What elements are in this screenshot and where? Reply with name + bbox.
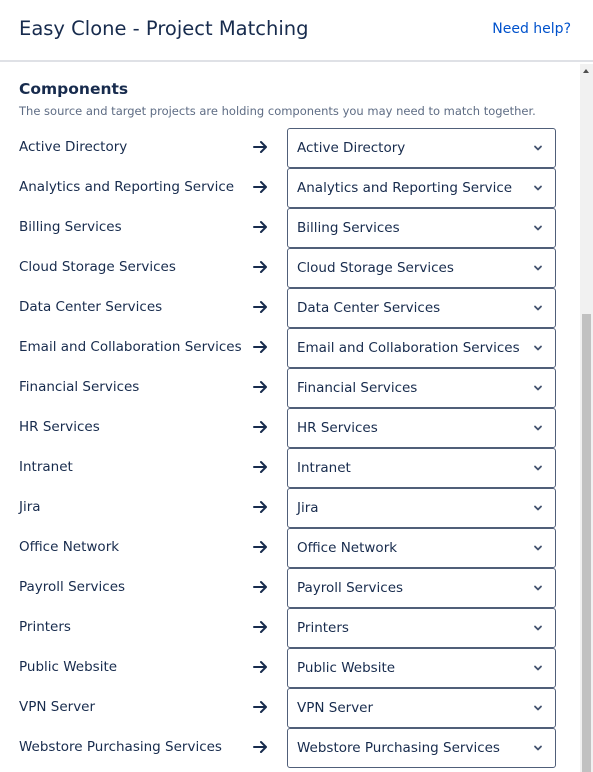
arrow-right-icon [251, 298, 269, 316]
target-component-select[interactable] [287, 248, 556, 288]
target-component-value: Payroll Services [297, 580, 404, 596]
chevron-down-icon [533, 663, 543, 673]
component-match-row [0, 488, 580, 528]
chevron-down-icon [533, 423, 543, 433]
chevron-down-icon [533, 743, 543, 753]
matching-content [0, 64, 580, 772]
arrow-right-icon [251, 658, 269, 676]
target-component-value: Webstore Purchasing Services [297, 740, 500, 756]
section-description: The source and target projects are holding components you may need to match together. [19, 104, 536, 118]
target-component-value: Data Center Services [297, 300, 441, 316]
chevron-down-icon [533, 383, 543, 393]
chevron-down-icon [533, 263, 543, 273]
need-help-link[interactable]: Need help? [492, 21, 571, 37]
target-component-value: Analytics and Reporting Service [297, 180, 513, 196]
chevron-down-icon [533, 543, 543, 553]
target-component-select[interactable] [287, 648, 556, 688]
arrow-right-icon [251, 498, 269, 516]
section-title: Components [19, 80, 129, 98]
component-match-row [0, 568, 580, 608]
arrow-right-icon [251, 138, 269, 156]
source-component-label: Email and Collaboration Services [19, 339, 242, 355]
arrow-right-icon [251, 338, 269, 356]
source-component-label: Webstore Purchasing Services [19, 739, 222, 755]
component-match-row [0, 608, 580, 648]
target-component-select[interactable] [287, 448, 556, 488]
chevron-down-icon [533, 303, 543, 313]
component-match-row [0, 688, 580, 728]
target-component-value: Public Website [297, 660, 396, 676]
scroll-up-arrow-icon[interactable] [583, 69, 589, 73]
component-match-row [0, 448, 580, 488]
source-component-label: Intranet [19, 459, 73, 475]
target-component-select[interactable] [287, 608, 556, 648]
arrow-right-icon [251, 738, 269, 756]
target-component-value: Billing Services [297, 220, 400, 236]
target-component-select[interactable] [287, 528, 556, 568]
source-component-label: HR Services [19, 419, 100, 435]
target-component-value: Jira [297, 500, 319, 516]
component-match-row [0, 408, 580, 448]
target-component-select[interactable] [287, 288, 556, 328]
target-component-select[interactable] [287, 488, 556, 528]
target-component-value: Office Network [297, 540, 398, 556]
component-match-row [0, 368, 580, 408]
arrow-right-icon [251, 458, 269, 476]
target-component-value: Financial Services [297, 380, 418, 396]
arrow-right-icon [251, 618, 269, 636]
arrow-right-icon [251, 258, 269, 276]
scrollbar-thumb[interactable] [582, 314, 591, 772]
component-match-row [0, 128, 580, 168]
chevron-down-icon [533, 703, 543, 713]
component-match-row [0, 248, 580, 288]
chevron-down-icon [533, 183, 543, 193]
source-component-label: Jira [19, 499, 41, 515]
component-match-row [0, 208, 580, 248]
target-component-value: Active Directory [297, 140, 406, 156]
source-component-label: Billing Services [19, 219, 122, 235]
target-component-select[interactable] [287, 128, 556, 168]
target-component-select[interactable] [287, 408, 556, 448]
component-match-row [0, 528, 580, 568]
target-component-select[interactable] [287, 168, 556, 208]
target-component-value: Printers [297, 620, 349, 636]
chevron-down-icon [533, 143, 543, 153]
source-component-label: Data Center Services [19, 299, 163, 315]
target-component-select[interactable] [287, 728, 556, 768]
source-component-label: VPN Server [19, 699, 96, 715]
chevron-down-icon [533, 343, 543, 353]
target-component-select[interactable] [287, 688, 556, 728]
target-component-select[interactable] [287, 568, 556, 608]
page-title: Easy Clone - Project Matching [19, 17, 309, 40]
arrow-right-icon [251, 538, 269, 556]
component-match-row [0, 168, 580, 208]
source-component-label: Office Network [19, 539, 120, 555]
chevron-down-icon [533, 223, 543, 233]
arrow-right-icon [251, 178, 269, 196]
target-component-select[interactable] [287, 208, 556, 248]
target-component-value: VPN Server [297, 700, 374, 716]
target-component-value: Email and Collaboration Services [297, 340, 520, 356]
component-match-row [0, 328, 580, 368]
arrow-right-icon [251, 218, 269, 236]
chevron-down-icon [533, 623, 543, 633]
target-component-select[interactable] [287, 328, 556, 368]
arrow-right-icon [251, 378, 269, 396]
source-component-label: Public Website [19, 659, 118, 675]
component-match-row [0, 288, 580, 328]
source-component-label: Printers [19, 619, 71, 635]
arrow-right-icon [251, 418, 269, 436]
target-component-value: Cloud Storage Services [297, 260, 454, 276]
source-component-label: Analytics and Reporting Service [19, 179, 235, 195]
chevron-down-icon [533, 583, 543, 593]
component-match-row [0, 728, 580, 768]
target-component-value: Intranet [297, 460, 351, 476]
source-component-label: Active Directory [19, 139, 128, 155]
arrow-right-icon [251, 698, 269, 716]
target-component-value: HR Services [297, 420, 378, 436]
component-match-row [0, 648, 580, 688]
vertical-scrollbar[interactable] [580, 64, 593, 772]
arrow-right-icon [251, 578, 269, 596]
source-component-label: Cloud Storage Services [19, 259, 176, 275]
chevron-down-icon [533, 463, 543, 473]
component-match-list [0, 128, 580, 768]
source-component-label: Financial Services [19, 379, 140, 395]
chevron-down-icon [533, 503, 543, 513]
source-component-label: Payroll Services [19, 579, 126, 595]
dialog-header [0, 0, 593, 62]
target-component-select[interactable] [287, 368, 556, 408]
